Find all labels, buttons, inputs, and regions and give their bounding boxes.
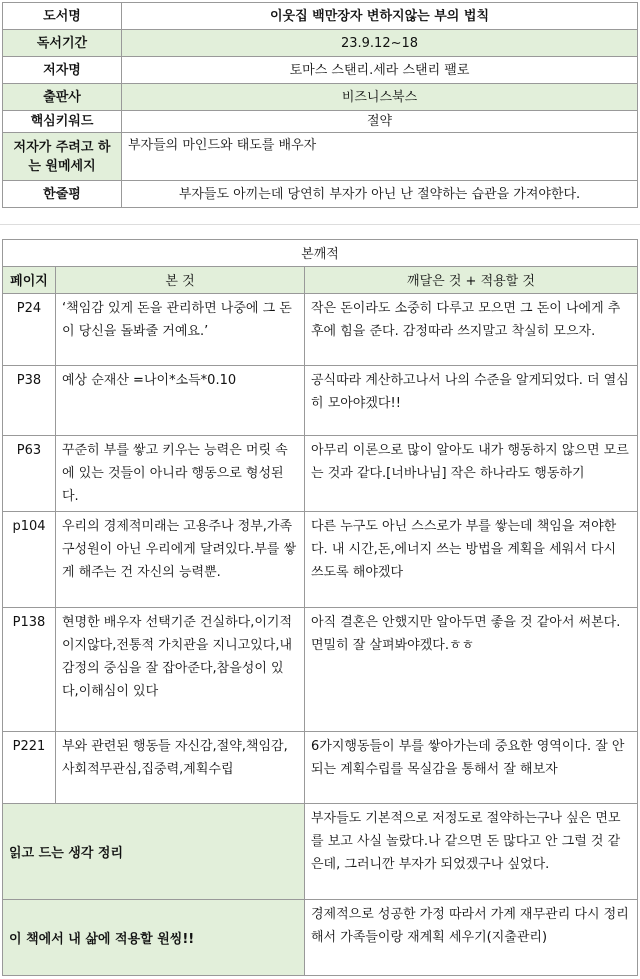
reading-notes-table — [2, 239, 638, 976]
info-value: 부자들의 마인드와 태도를 배우자 — [122, 133, 638, 181]
info-value: 이웃집 백만장자 변하지않는 부의 법칙 — [122, 3, 638, 30]
info-label: 한줄평 — [3, 181, 122, 208]
info-value: 비즈니스북스 — [122, 84, 638, 111]
col-seen-header: 본 것 — [56, 267, 305, 294]
note-page: P38 — [3, 366, 56, 436]
note-row — [3, 366, 638, 436]
note-row — [3, 732, 638, 804]
info-label: 독서기간 — [3, 30, 122, 57]
notes-title-row — [3, 240, 638, 267]
section-divider — [0, 224, 640, 225]
note-row — [3, 436, 638, 512]
note-page: P138 — [3, 608, 56, 732]
info-value: 부자들도 아끼는데 당연히 부자가 아닌 난 절약하는 습관을 가져야한다. — [122, 181, 638, 208]
note-page: P24 — [3, 294, 56, 366]
info-row-title — [3, 3, 638, 30]
note-realized: 다른 누구도 아닌 스스로가 부를 쌓는데 책임을 져야한다. 내 시간,돈,에너지 쓰는 방법을 계획을 세워서 다시 쓰도록 해야겠다 — [305, 512, 638, 608]
info-label: 핵심키워드 — [3, 111, 122, 133]
note-realized: 아무리 이론으로 많이 알아도 내가 행동하지 않으면 모르는 것과 같다.[너바나님] 작은 하나라도 행동하기 — [305, 436, 638, 512]
note-realized: 아직 결혼은 안했지만 알아두면 좋을 것 같아서 써본다. 면밀히 잘 살펴봐야겠다.ㅎㅎ — [305, 608, 638, 732]
info-label: 저자명 — [3, 57, 122, 84]
note-seen: 꾸준히 부를 쌓고 키우는 능력은 머릿 속에 있는 것들이 아니라 행동으로 형성된다. — [56, 436, 305, 512]
note-page: P221 — [3, 732, 56, 804]
summary-text: 부자들도 기본적으로 저정도로 절약하는구나 싶은 면모를 보고 사실 놀랐다.나 같으면 돈 많다고 안 그럴 것 같은데, 그러니깐 부자가 되었겠구나 싶었다. — [305, 804, 638, 900]
note-seen: 우리의 경제적미래는 고용주나 정부,가족구성원이 아닌 우리에게 달려있다.부를 쌓게 해주는 건 자신의 능력뿐. — [56, 512, 305, 608]
info-label: 도서명 — [3, 3, 122, 30]
note-seen: 예상 순재산 =나이*소득*0.10 — [56, 366, 305, 436]
note-realized: 공식따라 계산하고나서 나의 수준을 알게되었다. 더 열심히 모아야겠다!! — [305, 366, 638, 436]
summary-row — [3, 804, 638, 900]
info-value: 절약 — [122, 111, 638, 133]
note-seen: 현명한 배우자 선택기준 건실하다,이기적이지않다,전통적 가치관을 지니고있다,내 감정의 중심을 잘 잡아준다,참을성이 있다,이해심이 있다 — [56, 608, 305, 732]
info-value: 23.9.12~18 — [122, 30, 638, 57]
note-seen: ‘책임감 있게 돈을 관리하면 나중에 그 돈이 당신을 돌봐줄 거예요.’ — [56, 294, 305, 366]
col-page-header: 페이지 — [3, 267, 56, 294]
summary-label: 이 책에서 내 삶에 적용할 원씽!! — [3, 900, 305, 976]
info-row-review — [3, 181, 638, 208]
info-value: 토마스 스탠리.세라 스탠리 팰로 — [122, 57, 638, 84]
note-seen: 부와 관련된 행동들 자신감,절약,책임감,사회적무관심,집중력,계획수립 — [56, 732, 305, 804]
summary-text: 경제적으로 성공한 가정 따라서 가계 재무관리 다시 정리해서 가족들이랑 재계획 세우기(지출관리) — [305, 900, 638, 976]
note-realized: 6가지행동들이 부를 쌓아가는데 중요한 영역이다. 잘 안되는 계획수립를 목실감을 통해서 잘 해보자 — [305, 732, 638, 804]
info-row-publisher — [3, 84, 638, 111]
info-row-author — [3, 57, 638, 84]
info-row-period — [3, 30, 638, 57]
col-realized-header: 깨달은 것 + 적용할 것 — [305, 267, 638, 294]
note-page: P63 — [3, 436, 56, 512]
book-info-table — [2, 2, 638, 208]
notes-title: 본깨적 — [3, 240, 638, 267]
notes-header-row — [3, 267, 638, 294]
note-row — [3, 512, 638, 608]
summary-row — [3, 900, 638, 976]
info-label: 출판사 — [3, 84, 122, 111]
note-page: p104 — [3, 512, 56, 608]
note-row — [3, 294, 638, 366]
summary-label: 읽고 드는 생각 정리 — [3, 804, 305, 900]
info-row-keyword — [3, 111, 638, 133]
note-row — [3, 608, 638, 732]
info-row-message — [3, 133, 638, 181]
info-label: 저자가 주려고 하는 원메세지 — [3, 133, 122, 181]
note-realized: 작은 돈이라도 소중히 다루고 모으면 그 돈이 나에게 추후에 힘을 준다. 감정따라 쓰지말고 착실히 모으자. — [305, 294, 638, 366]
